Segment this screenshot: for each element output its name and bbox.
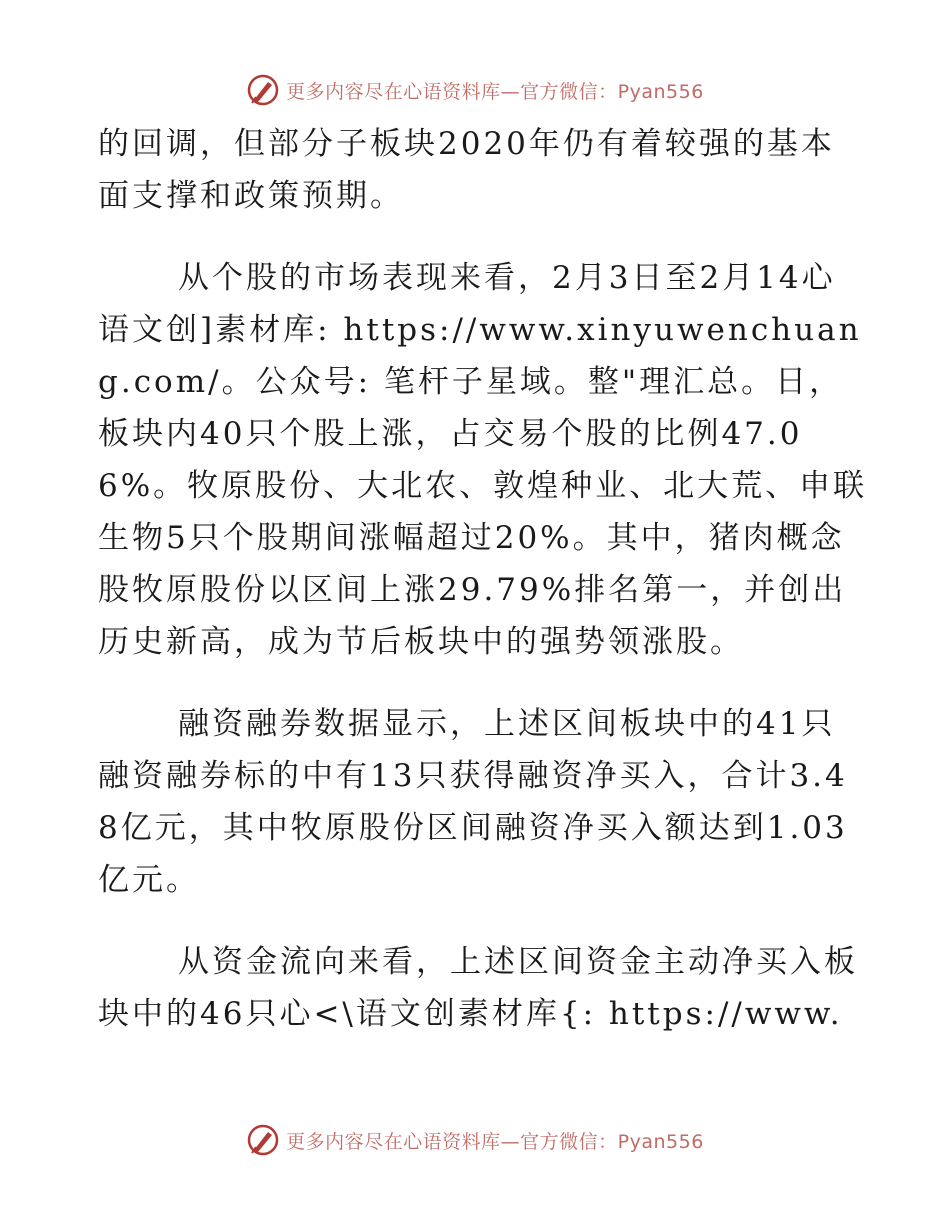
paragraph-1: 的回调，但部分子板块2020年仍有着较强的基本面支撑和政策预期。 (98, 126, 835, 214)
banner-text: 更多内容尽在心语资料库—官方微信：Pyan556 (286, 80, 704, 103)
paragraph-3: 融资融券数据显示，上述区间板块中的41只融资融券标的中有13只获得融资净买入，合计3.48亿元，其中牧原股份区间融资净买入额达到1.03亿元。 (98, 706, 848, 898)
document-body (98, 118, 868, 1040)
footer-banner (0, 1120, 950, 1160)
paragraph-2: 从个股的市场表现来看，2月3日至2月14心语文创]素材库: https://www.xinyuwenchuang.com/。公众号: 笔杆子星域。整"理汇总。日，板块内40只个股上涨，占交易个股的比例47.06%。牧原股份、大北农、敦煌种业、北大荒、申联生物5只个股期间涨幅超过20%。其中，猪肉概念股牧原股份以区间上涨29.79%排名第一，并创出历史新高，成为节后板块中的强势领涨股。 (98, 260, 868, 660)
quill-pen-logo-icon (246, 1123, 280, 1157)
paragraph-4: 从资金流向来看，上述区间资金主动净买入板块中的46只心<\语文创素材库{: https://www. (98, 944, 858, 1032)
banner-text: 更多内容尽在心语资料库—官方微信：Pyan556 (286, 1130, 704, 1153)
header-banner (0, 70, 950, 110)
quill-pen-logo-icon (246, 73, 280, 107)
